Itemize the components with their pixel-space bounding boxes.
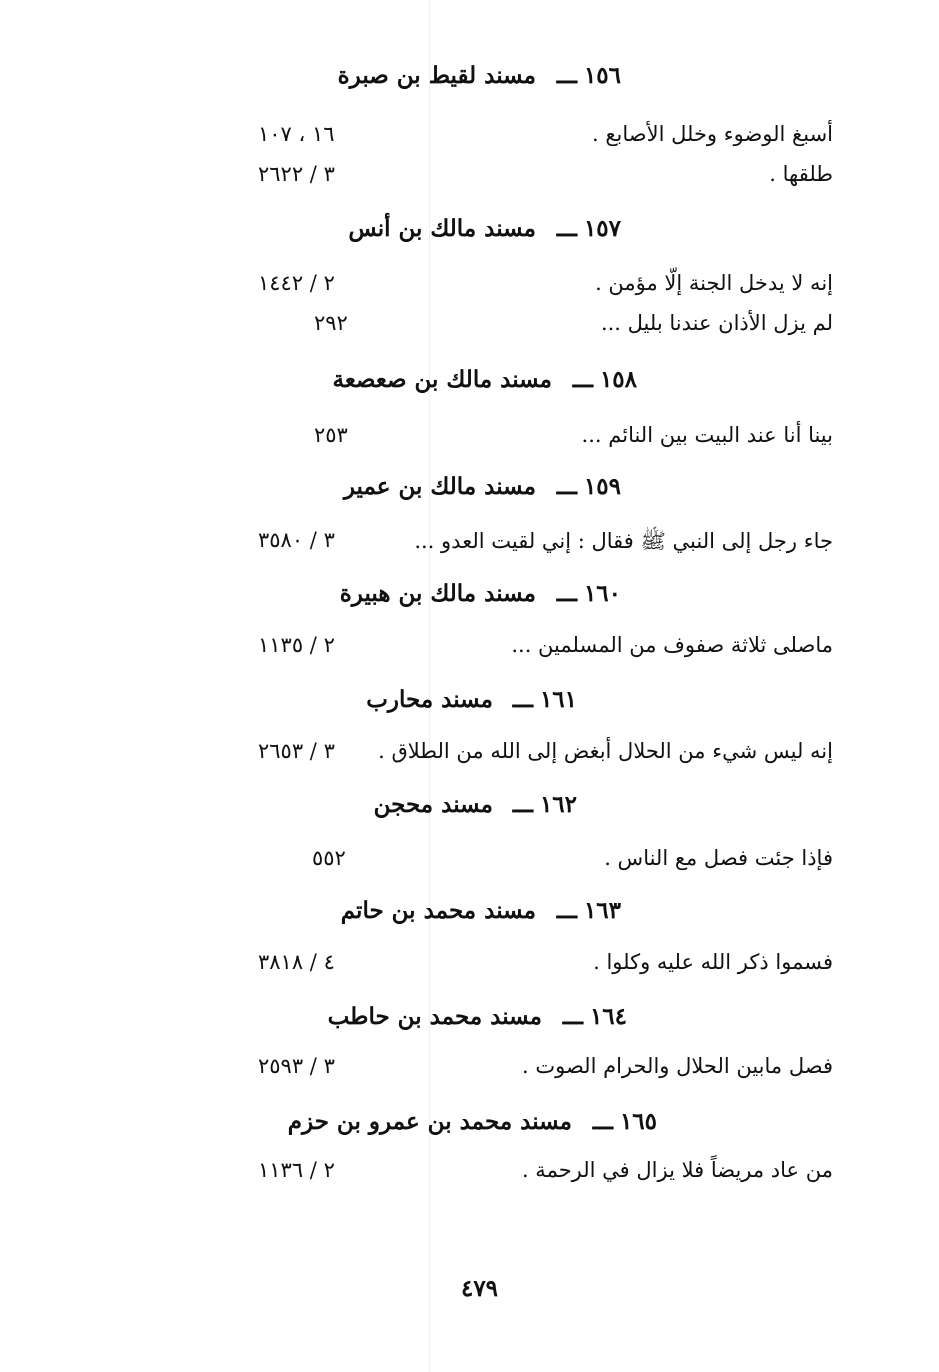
section-heading <box>0 215 939 255</box>
hadith-text: فإذا جئت فصل مع الناس . <box>604 846 833 870</box>
hadith-text: لم يزل الأذان عندنا بليل ... <box>600 311 833 335</box>
heading-separator: ـــ <box>556 473 577 500</box>
entry-row <box>0 846 939 886</box>
section-number: ١٥٩ <box>583 473 621 500</box>
section-number: ١٥٦ <box>583 62 621 89</box>
entry-row <box>0 739 939 779</box>
hadith-reference: ٤ / ٣٨١٨ <box>258 950 335 974</box>
section-number: ١٥٨ <box>599 366 637 393</box>
hadith-text: فسموا ذكر الله عليه وكلوا . <box>593 950 833 974</box>
hadith-reference: ٢ / ١٤٤٢ <box>258 271 335 295</box>
section-title: مسند محمد بن حاطب <box>327 1003 542 1030</box>
heading-separator: ـــ <box>512 686 533 713</box>
hadith-text: أسبغ الوضوء وخلل الأصابع . <box>592 122 833 146</box>
hadith-text: ماصلى ثلاثة صفوف من المسلمين ... <box>511 633 833 657</box>
section-heading <box>0 62 939 102</box>
entry-row <box>0 271 939 311</box>
section-number: ١٦٤ <box>589 1003 627 1030</box>
entry-row <box>0 950 939 990</box>
heading-separator: ـــ <box>512 791 533 818</box>
page-footer <box>0 1275 939 1302</box>
entry-row <box>0 162 939 202</box>
heading-separator: ـــ <box>556 897 577 924</box>
heading-separator: ـــ <box>556 215 577 242</box>
section-title: مسند مالك بن أنس <box>348 215 536 242</box>
heading-separator: ـــ <box>562 1003 583 1030</box>
hadith-text: طلقها . <box>769 162 833 186</box>
section-title: مسند مالك بن عمير <box>343 473 536 500</box>
entry-row <box>0 1054 939 1094</box>
section-number: ١٦٣ <box>583 897 621 924</box>
hadith-reference: ٣ / ٢٥٩٣ <box>258 1054 335 1078</box>
section-number: ١٦٥ <box>619 1108 657 1135</box>
section-title: مسند مالك بن صعصعة <box>332 366 552 393</box>
section-heading <box>0 580 939 620</box>
section-heading <box>0 1108 939 1148</box>
heading-separator: ـــ <box>572 366 593 393</box>
section-title: مسند محمد بن حاتم <box>340 897 536 924</box>
section-number: ١٦٢ <box>539 791 577 818</box>
entry-row <box>0 528 939 568</box>
entry-row <box>0 423 939 463</box>
hadith-text: إنه ليس شيء من الحلال أبغض إلى الله من الطلاق . <box>378 739 833 763</box>
section-heading <box>0 686 939 726</box>
hadith-reference: ٣ / ٣٥٨٠ <box>258 528 335 552</box>
hadith-text: فصل مابين الحلال والحرام الصوت . <box>521 1054 833 1078</box>
heading-separator: ـــ <box>556 62 577 89</box>
hadith-reference: ٢ / ١١٣٥ <box>258 633 335 657</box>
hadith-reference: ٢ / ١١٣٦ <box>258 1158 335 1182</box>
section-title: مسند محارب <box>366 686 493 713</box>
section-heading <box>0 366 939 406</box>
hadith-reference: ٣ / ٢٦٥٣ <box>258 739 335 763</box>
hadith-reference: ٢٩٢ <box>314 311 348 335</box>
section-heading <box>0 897 939 937</box>
section-number: ١٦٠ <box>583 580 621 607</box>
entry-row <box>0 122 939 162</box>
section-heading <box>0 473 939 513</box>
hadith-reference: ١٦ ، ١٠٧ <box>258 122 335 146</box>
section-heading <box>0 1003 939 1043</box>
section-number: ١٥٧ <box>583 215 621 242</box>
section-title: مسند مالك بن هبيرة <box>339 580 536 607</box>
hadith-text: من عاد مريضاً فلا يزال في الرحمة . <box>521 1158 833 1182</box>
hadith-text: بينا أنا عند البيت بين النائم ... <box>581 423 833 447</box>
section-title: مسند محمد بن عمرو بن حزم <box>287 1108 572 1135</box>
hadith-reference: ٢٥٣ <box>314 423 348 447</box>
entry-row <box>0 311 939 351</box>
section-heading <box>0 791 939 831</box>
hadith-reference: ٣ / ٢٦٢٢ <box>258 162 335 186</box>
hadith-reference: ٥٥٢ <box>312 846 346 870</box>
hadith-text: جاء رجل إلى النبي ﷺ فقال : إني لقيت العدو ... <box>414 529 833 553</box>
section-number: ١٦١ <box>539 686 577 713</box>
page-number: ٤٧٩ <box>460 1275 499 1302</box>
hadith-text: إنه لا يدخل الجنة إلّا مؤمن . <box>595 271 833 295</box>
heading-separator: ـــ <box>556 580 577 607</box>
section-title: مسند لقيط بن صبرة <box>337 62 536 89</box>
section-title: مسند محجن <box>373 791 493 818</box>
entry-row <box>0 633 939 673</box>
entry-row <box>0 1158 939 1198</box>
heading-separator: ـــ <box>592 1108 613 1135</box>
